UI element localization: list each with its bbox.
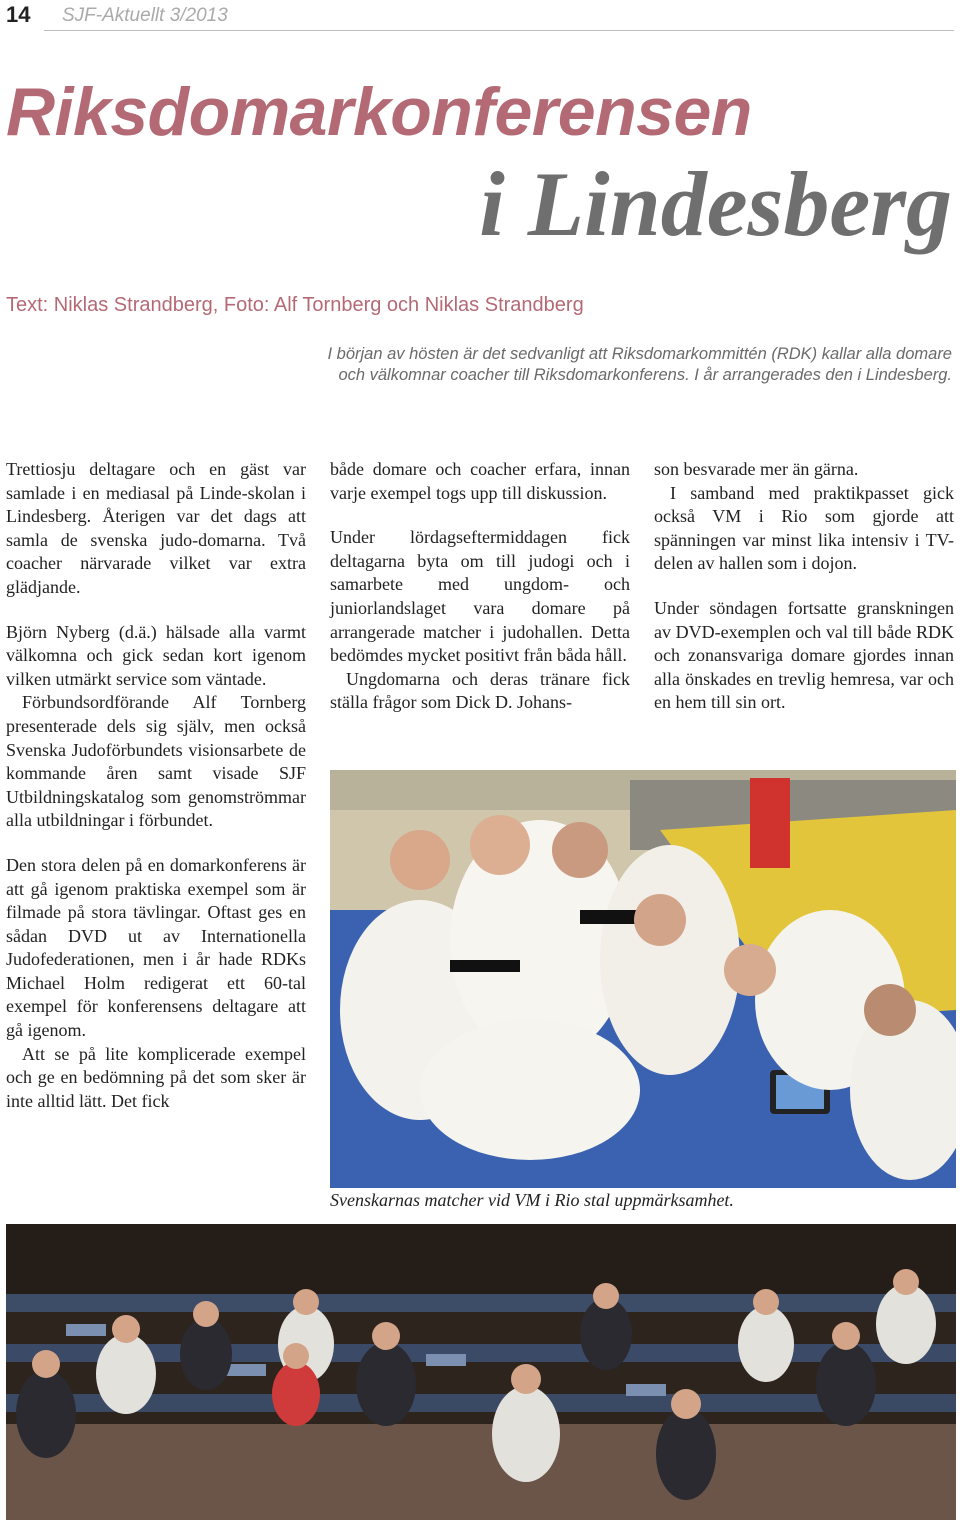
photo2-illustration xyxy=(6,1224,956,1520)
paragraph: son besvarade mer än gärna. xyxy=(654,459,859,479)
article-credits: Text: Niklas Strandberg, Foto: Alf Tornberg och Niklas Strandberg xyxy=(6,294,584,316)
article-title-line-2: i Lindesberg xyxy=(479,153,952,255)
paragraph: Att se på lite komplicerade exempel och ge en bedömning på det som sker är inte alltid lätt. Det fick xyxy=(6,1043,306,1111)
paragraph: I samband med praktikpasset gick också VM i Rio som gjorde att spänningen var minst lika intensiv i TV-delen av hallen som i dojon. xyxy=(654,482,954,574)
article-lead xyxy=(152,344,952,386)
photo-conference-audience xyxy=(6,1224,956,1520)
lead-line-2: och välkomnar coacher till Riksdomarkonferens. I år arrangerades den i Lindesberg. xyxy=(338,366,952,384)
paragraph: Trettiosju deltagare och en gäst var samlade i en mediasal på Linde-skolan i Lindesberg. Återigen var det dags att samla de svenska judo-domarna. Två coacher närvarade vilket var extra glädjande. xyxy=(6,459,306,597)
photo1-caption: Svenskarnas matcher vid VM i Rio stal uppmärksamhet. xyxy=(330,1190,734,1210)
body-column-middle xyxy=(330,458,630,715)
page-number: 14 xyxy=(6,2,31,27)
photo1-illustration xyxy=(330,770,956,1188)
paragraph: Förbundsordförande Alf Tornberg presenterade dels sig själv, men också Svenska Judoförbundets visionsarbete de kommande åren samt visade SJF Utbildningskatalog som genomströmmar alla utbildningar i förbundet. xyxy=(6,692,306,831)
paragraph: Under söndagen fortsatte granskningen av DVD-exemplen och val till både RDK och zonansvariga domare gjordes innan alla önskades en trevlig hemresa, var och en hem till sin ort. xyxy=(654,597,954,713)
body-column-right xyxy=(654,458,954,715)
paragraph: Björn Nyberg (d.ä.) hälsade alla varmt välkomna och gick sedan kort igenom vilken utmärkt service som väntade. xyxy=(6,621,306,689)
article-title-line-1: Riksdomarkonferensen xyxy=(6,74,752,150)
publication-name: SJF-Aktuellt 3/2013 xyxy=(62,5,228,26)
paragraph: Under lördagseftermiddagen fick deltagarna byta om till judogi och i samarbete med ungdom- och juniorlandslaget vara domare på arrangerade matcher i judohallen. Detta bedömdes mycket positivt från båda håll. xyxy=(330,527,630,666)
body-column-left xyxy=(6,458,306,1113)
paragraph: Ungdomarna och deras tränare fick ställa frågor som Dick D. Johans- xyxy=(330,668,630,713)
paragraph: Den stora delen på en domarkonferens är att gå igenom praktiska exempel som är filmade på stora tävlingar. Oftast ges en sådan DVD ut av Internationella Judofederationen, men i år hade RDKs Michael Holm redigerat ett 60-tal exempel för konferensens deltagare att gå igenom. xyxy=(6,854,306,1041)
lead-line-1: I början av hösten är det sedvanligt att Riksdomarkommittén (RDK) kallar alla domare xyxy=(327,345,952,363)
photo-judo-players-tablet xyxy=(330,770,956,1188)
paragraph: både domare och coacher erfara, innan varje exempel togs upp till diskussion. xyxy=(330,459,630,503)
header-rule xyxy=(44,30,954,31)
page-header xyxy=(0,0,960,34)
